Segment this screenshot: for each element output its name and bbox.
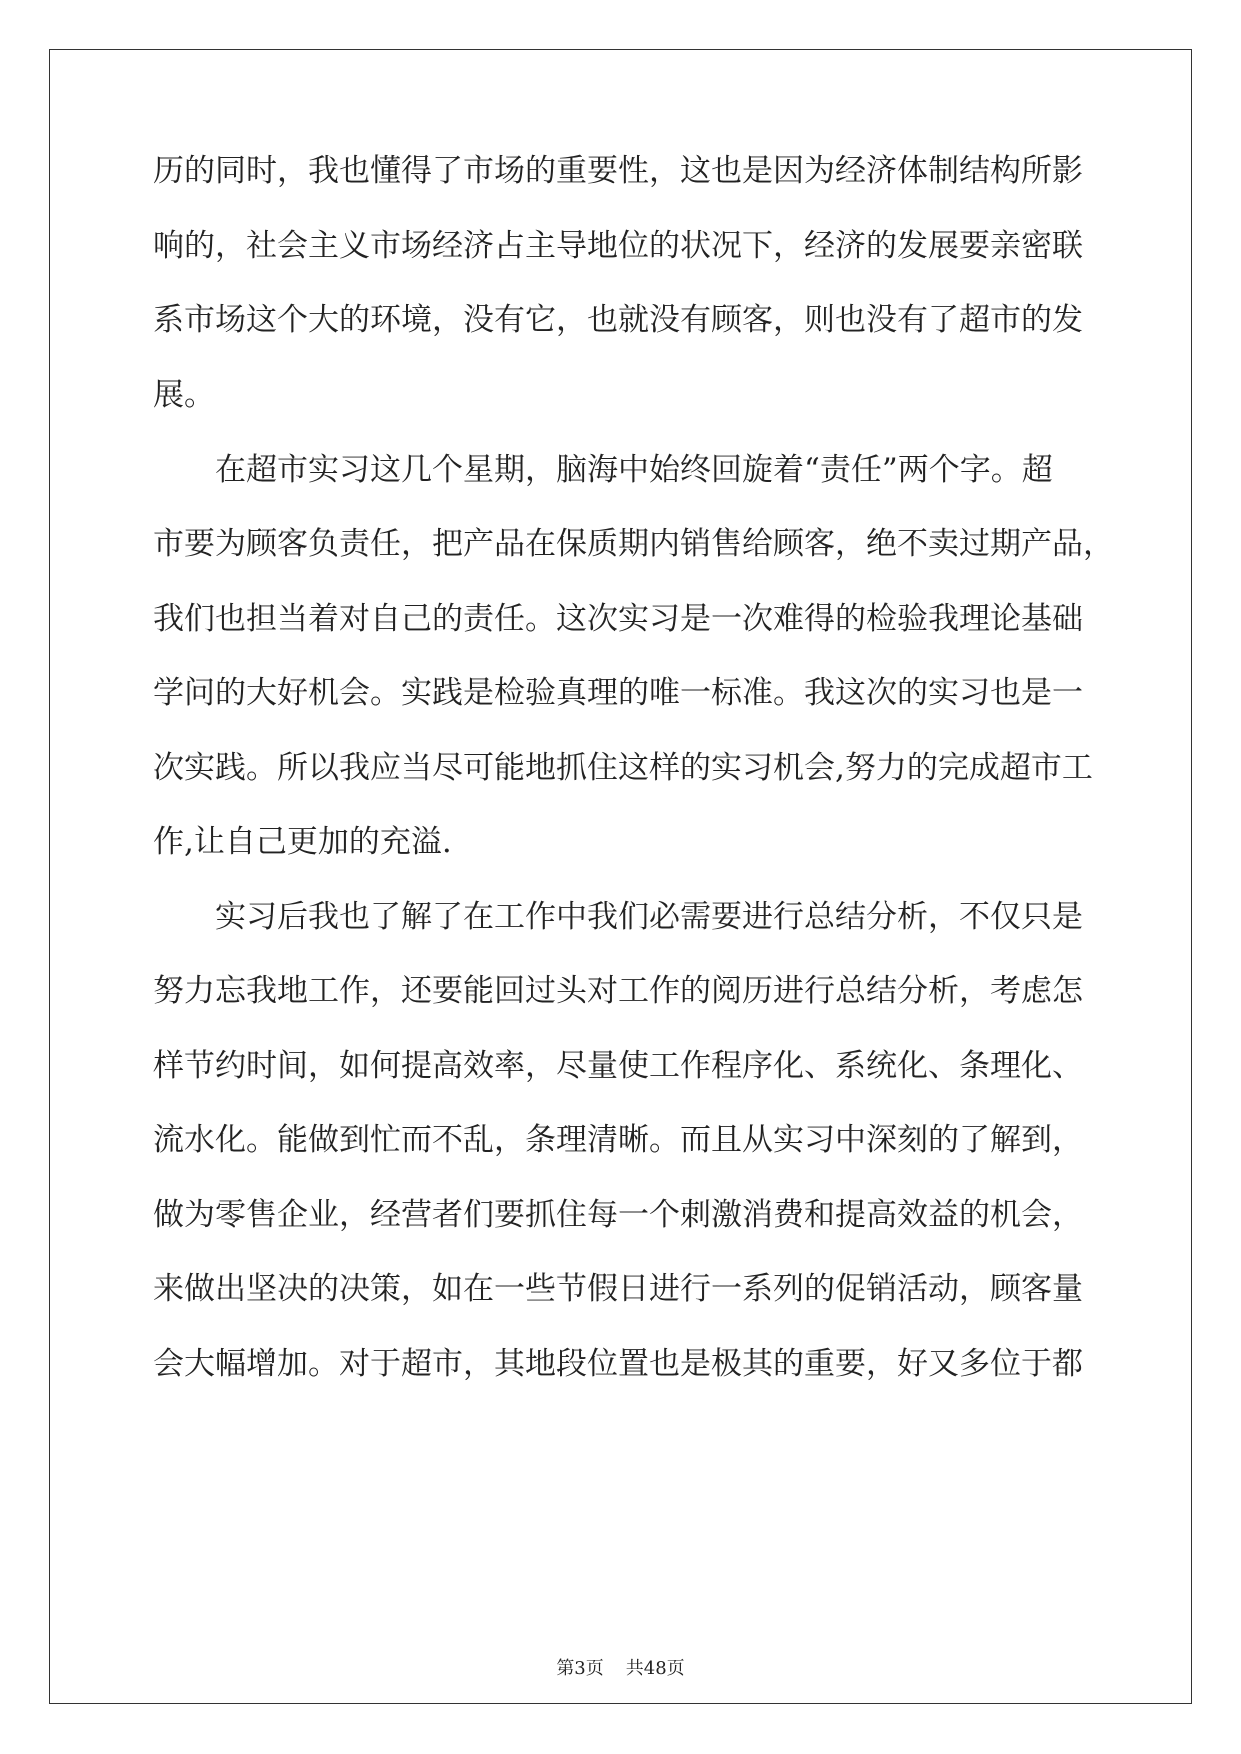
text-line: 展。 — [153, 377, 215, 413]
text-line: 在超市实习这几个星期，脑海中始终回旋着“责任”两个字。超 — [153, 452, 1053, 488]
text-line: 努力忘我地工作，还要能回过头对工作的阅历进行总结分析，考虑怎 — [153, 973, 1083, 1009]
page-border — [49, 49, 1192, 1704]
text-line: 做为零售企业，经营者们要抓住每一个刺激消费和提高效益的机会， — [153, 1197, 1083, 1233]
text-line: 市要为顾客负责任，把产品在保质期内销售给顾客，绝不卖过期产品， — [153, 526, 1114, 562]
text-line: 学问的大好机会。实践是检验真理的唯一标准。我这次的实习也是一 — [153, 675, 1083, 711]
text-line: 实习后我也了解了在工作中我们必需要进行总结分析，不仅只是 — [153, 899, 1083, 935]
text-line: 来做出坚决的决策，如在一些节假日进行一系列的促销活动，顾客量 — [153, 1271, 1083, 1307]
page-footer — [0, 1657, 1241, 1681]
text-line: 次实践。所以我应当尽可能地抓住这样的实习机会,努力的完成超市工 — [153, 750, 1093, 786]
text-line: 系市场这个大的环境，没有它，也就没有顾客，则也没有了超市的发 — [153, 302, 1083, 338]
text-line: 样节约时间，如何提高效率，尽量使工作程序化、系统化、条理化、 — [153, 1048, 1083, 1084]
page-total: 共48页 — [625, 1658, 685, 1679]
text-line: 会大幅增加。对于超市，其地段位置也是极其的重要，好又多位于都 — [153, 1346, 1083, 1382]
text-line: 流水化。能做到忙而不乱，条理清晰。而且从实习中深刻的了解到， — [153, 1122, 1083, 1158]
text-line: 响的，社会主义市场经济占主导地位的状况下，经济的发展要亲密联 — [153, 228, 1083, 264]
text-line: 历的同时，我也懂得了市场的重要性，这也是因为经济体制结构所影 — [153, 153, 1083, 189]
text-line: 我们也担当着对自己的责任。这次实习是一次难得的检验我理论基础 — [153, 601, 1083, 637]
page-number: 第3页 — [556, 1658, 604, 1679]
text-line: 作,让自己更加的充溢. — [153, 824, 452, 860]
